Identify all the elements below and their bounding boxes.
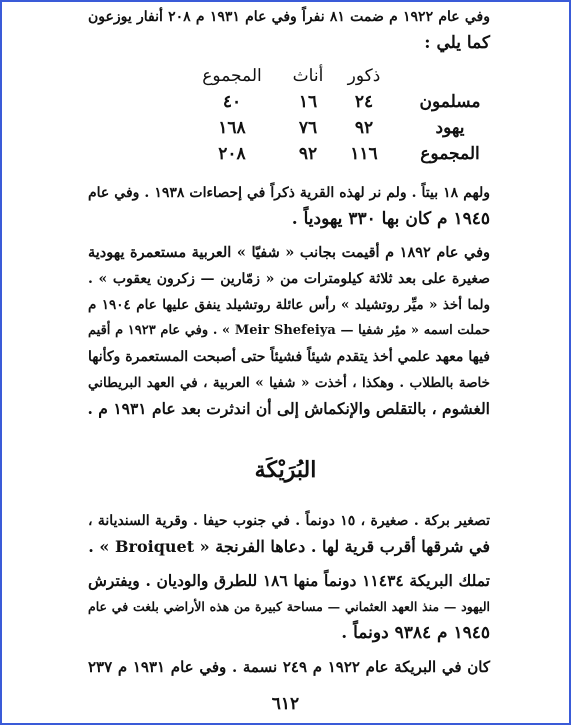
paragraph-3-line-5: فيها معهد علمي أخذ يتقدم شيئاً فشيئاً حتى أصبحت المستعمرة وكأنها: [88, 349, 490, 365]
paragraph-6-line-1: كان في البريكة عام ١٩٢٢ م ٢٤٩ نسمة . وفي عام ١٩٣١ م ٢٣٧: [88, 658, 491, 676]
paragraph-3-line-6: خاصة بالطلاب . وهكذا ، أخذت « شفيا » العربية ، في العهد البريطاني: [88, 375, 490, 391]
paragraph-3-line-1: وفي عام ١٨٩٢ م أقيمت بجانب « شفيّا » العربية مستعمرة يهودية: [88, 244, 491, 261]
paragraph-4-line-2: في شرقها أقرب قرية لها . دعاها الفرنجة « Broiquet » .: [88, 537, 490, 556]
table-cell-female: ١٦: [298, 92, 318, 112]
table-cell-male: ٢٤: [354, 92, 374, 112]
page-number: ٦١٢: [271, 694, 300, 714]
intro-line-2: كما يلي :: [424, 33, 490, 53]
paragraph-3-line-4: حملت اسمه « مئِر شفيا — Meir Shefeiya » . وفي عام ١٩٢٣ م أقيم: [88, 323, 490, 338]
intro-line-1: وفي عام ١٩٢٢ م ضمت ٨١ نفراً وفي عام ١٩٣١ م ٢٠٨ أنفار يوزعون: [88, 9, 490, 25]
table-header-female: أناث: [292, 66, 324, 86]
table-cell-male: ١١٦: [350, 144, 378, 164]
table-cell-total: ١٦٨: [218, 118, 246, 138]
table-header-total: المجموع: [202, 66, 262, 86]
section-title: البُرَيْكَة: [254, 457, 317, 483]
table-cell-total: ٢٠٨: [218, 144, 246, 164]
table-cell-total: ٤٠: [222, 92, 242, 112]
paragraph-5-line-2: اليهود — منذ العهد العثماني — مساحة كبيرة من هذه الأراضي بلغت في عام: [88, 599, 490, 614]
paragraph-3-line-2: صغيرة على بعد ثلاثة كيلومترات من « زمّارين — زكرون يعقوب » .: [88, 271, 490, 287]
paragraph-3-line-7: الغشوم ، بالتقلص والإنكماش إلى أن اندثرت بعد عام ١٩٣١ م .: [87, 399, 490, 418]
table-cell-female: ٩٢: [298, 144, 318, 164]
paragraph-4-line-1: تصغير بركة . صغيرة ، ١٥ دونماً . في جنوب حيفا . وقرية السنديانة ،: [88, 513, 490, 529]
table-header-male: ذكور: [347, 66, 381, 86]
table-row-label: المجموع: [420, 144, 480, 164]
table-row-label: مسلمون: [419, 92, 481, 112]
table-cell-female: ٧٦: [298, 118, 318, 138]
table-row-label: يهود: [435, 118, 465, 138]
paragraph-5-line-1: تملك البريكة ١١٤٣٤ دونماً منها ١٨٦ للطرق والوديان . ويفترش: [88, 571, 490, 590]
table-cell-male: ٩٢: [354, 118, 374, 138]
paragraph-2-line-1: ولهم ١٨ بيتاً . ولم نر لهذه القرية ذكراً في إحصاءات ١٩٣٨ . وفي عام: [88, 185, 491, 201]
paragraph-2-line-2: ١٩٤٥ م كان بها ٣٣٠ يهودياً .: [291, 209, 490, 229]
paragraph-3-line-3: ولما أخذ « ميِّر روتشيلد » رأس عائلة روتشيلد ينفق عليها عام ١٩٠٤ م: [88, 297, 490, 313]
paragraph-5-line-3: ١٩٤٥ م ٩٣٨٤ دونماً .: [341, 623, 490, 643]
